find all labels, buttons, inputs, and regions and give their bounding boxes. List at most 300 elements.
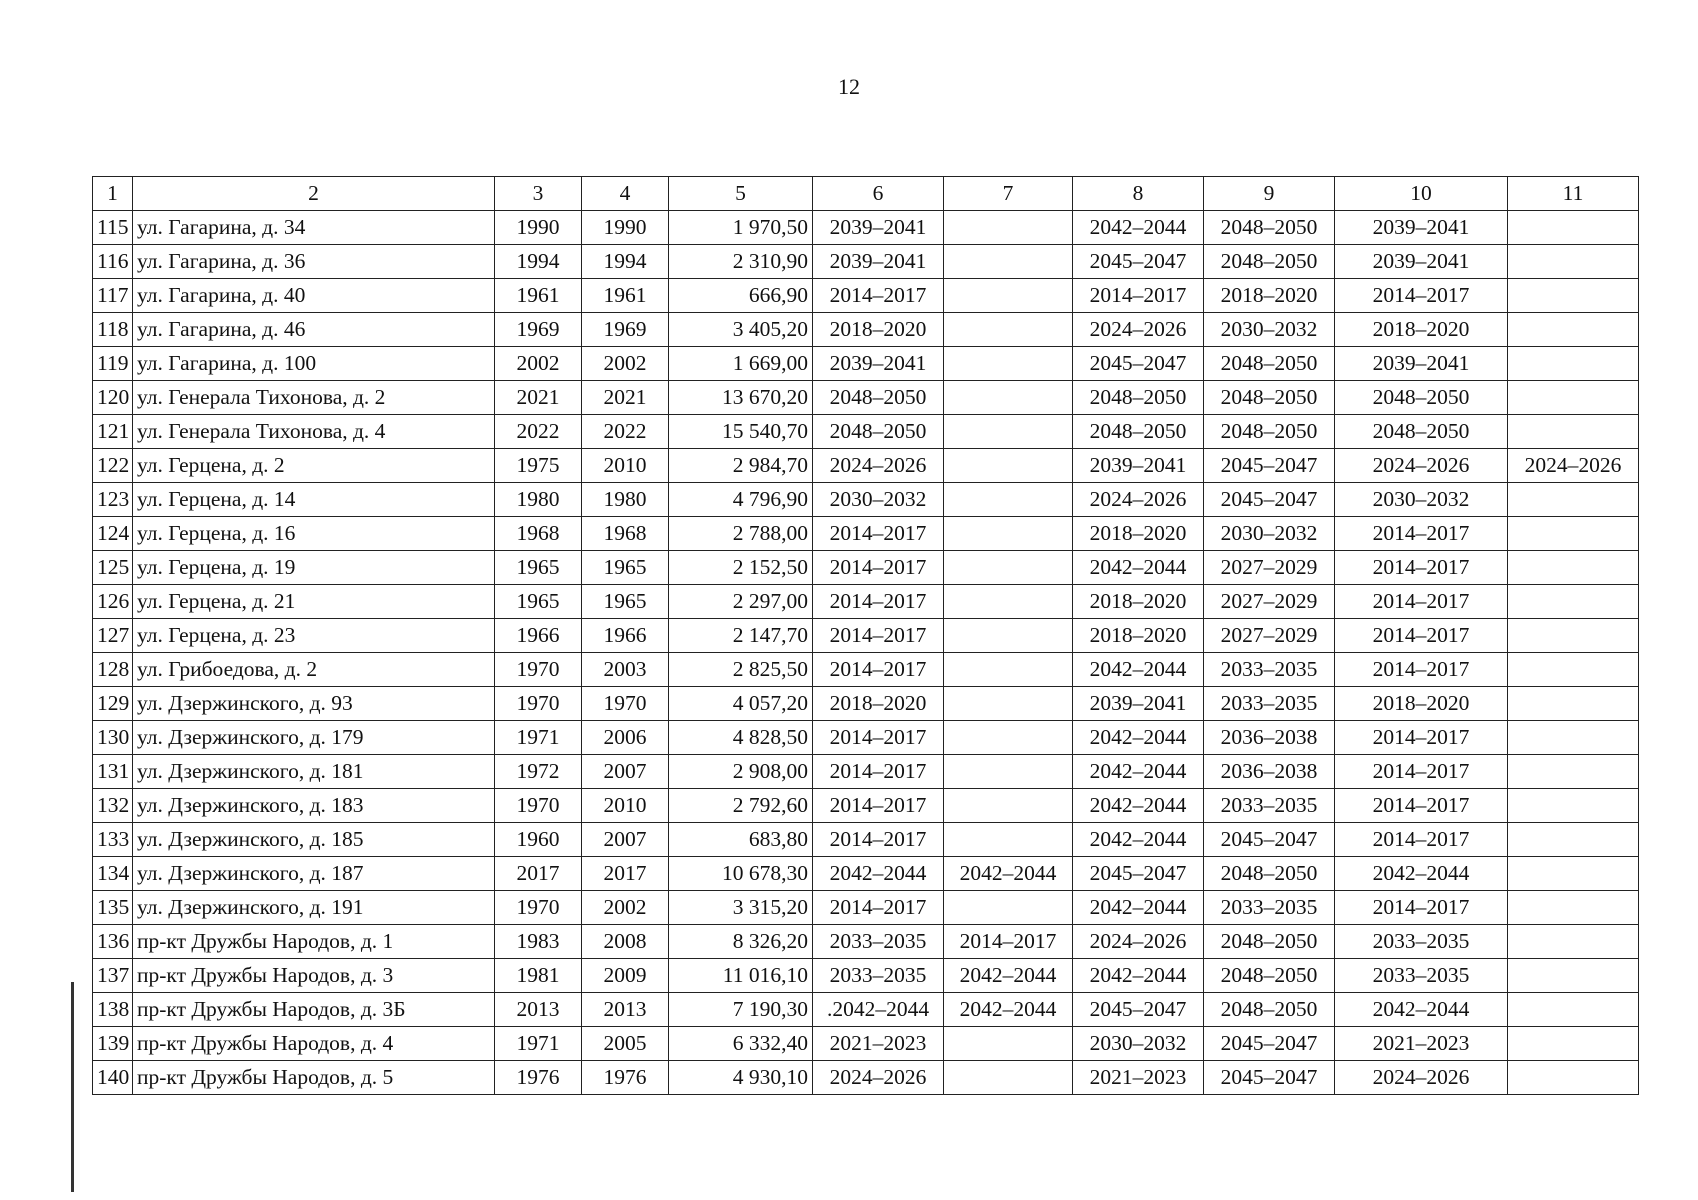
- period-cell: 2018–2020: [813, 687, 944, 721]
- column-header: 5: [669, 177, 813, 211]
- period-cell: 2045–2047: [1204, 483, 1335, 517]
- period-cell: [1508, 347, 1639, 381]
- period-cell: [944, 483, 1073, 517]
- column-header: 1: [93, 177, 133, 211]
- period-cell: 2042–2044: [944, 857, 1073, 891]
- year-built-cell: 1994: [495, 245, 582, 279]
- period-cell: 2048–2050: [1204, 993, 1335, 1027]
- address-cell: пр-кт Дружбы Народов, д. 5: [133, 1061, 495, 1095]
- period-cell: [944, 823, 1073, 857]
- year-cell: 2009: [582, 959, 669, 993]
- column-header: 6: [813, 177, 944, 211]
- period-cell: [944, 891, 1073, 925]
- period-cell: [944, 789, 1073, 823]
- header-row: [93, 177, 1639, 211]
- year-cell: 2013: [582, 993, 669, 1027]
- period-cell: [944, 687, 1073, 721]
- year-built-cell: 1971: [495, 721, 582, 755]
- table-row: [93, 653, 1639, 687]
- year-built-cell: 1965: [495, 585, 582, 619]
- period-cell: 2048–2050: [1335, 415, 1508, 449]
- area-cell: 3 405,20: [669, 313, 813, 347]
- year-cell: 1976: [582, 1061, 669, 1095]
- period-cell: 2024–2026: [813, 449, 944, 483]
- year-cell: 1961: [582, 279, 669, 313]
- row-number-cell: 130: [93, 721, 133, 755]
- period-cell: 2042–2044: [944, 993, 1073, 1027]
- table-row: [93, 381, 1639, 415]
- period-cell: 2033–2035: [1204, 789, 1335, 823]
- period-cell: [1508, 619, 1639, 653]
- table-row: [93, 585, 1639, 619]
- period-cell: 2039–2041: [1335, 245, 1508, 279]
- area-cell: 2 792,60: [669, 789, 813, 823]
- table-row: [93, 857, 1639, 891]
- year-cell: 1965: [582, 585, 669, 619]
- period-cell: [944, 211, 1073, 245]
- row-number-cell: 120: [93, 381, 133, 415]
- period-cell: 2048–2050: [1204, 925, 1335, 959]
- table-row: [93, 959, 1639, 993]
- period-cell: [944, 653, 1073, 687]
- period-cell: [944, 619, 1073, 653]
- period-cell: 2014–2017: [813, 721, 944, 755]
- period-cell: 2024–2026: [1508, 449, 1639, 483]
- year-cell: 1968: [582, 517, 669, 551]
- table-row: [93, 211, 1639, 245]
- period-cell: 2033–2035: [813, 925, 944, 959]
- period-cell: [1508, 517, 1639, 551]
- period-cell: 2039–2041: [1335, 347, 1508, 381]
- column-header: 8: [1073, 177, 1204, 211]
- year-cell: 2007: [582, 823, 669, 857]
- period-cell: 2033–2035: [1335, 925, 1508, 959]
- period-cell: 2048–2050: [1204, 415, 1335, 449]
- column-header: 7: [944, 177, 1073, 211]
- area-cell: 7 190,30: [669, 993, 813, 1027]
- year-cell: 1966: [582, 619, 669, 653]
- period-cell: 2048–2050: [813, 415, 944, 449]
- table-header: [93, 177, 1639, 211]
- year-built-cell: 1970: [495, 891, 582, 925]
- period-cell: 2039–2041: [813, 245, 944, 279]
- area-cell: 11 016,10: [669, 959, 813, 993]
- column-header: 10: [1335, 177, 1508, 211]
- period-cell: 2039–2041: [1073, 449, 1204, 483]
- year-cell: 2006: [582, 721, 669, 755]
- period-cell: 2048–2050: [1204, 245, 1335, 279]
- area-cell: 4 930,10: [669, 1061, 813, 1095]
- area-cell: 1 970,50: [669, 211, 813, 245]
- period-cell: 2021–2023: [1335, 1027, 1508, 1061]
- table-row: [93, 993, 1639, 1027]
- table-row: [93, 619, 1639, 653]
- year-built-cell: 2013: [495, 993, 582, 1027]
- row-number-cell: 123: [93, 483, 133, 517]
- year-built-cell: 1971: [495, 1027, 582, 1061]
- area-cell: 1 669,00: [669, 347, 813, 381]
- year-built-cell: 1983: [495, 925, 582, 959]
- year-built-cell: 1960: [495, 823, 582, 857]
- row-number-cell: 116: [93, 245, 133, 279]
- year-built-cell: 1990: [495, 211, 582, 245]
- period-cell: 2042–2044: [944, 959, 1073, 993]
- period-cell: [944, 585, 1073, 619]
- period-cell: 2027–2029: [1204, 619, 1335, 653]
- period-cell: 2014–2017: [813, 585, 944, 619]
- period-cell: 2014–2017: [1335, 551, 1508, 585]
- year-cell: 1990: [582, 211, 669, 245]
- table-row: [93, 721, 1639, 755]
- period-cell: [944, 517, 1073, 551]
- period-cell: [1508, 755, 1639, 789]
- row-number-cell: 127: [93, 619, 133, 653]
- area-cell: 4 057,20: [669, 687, 813, 721]
- area-cell: 6 332,40: [669, 1027, 813, 1061]
- period-cell: 2030–2032: [1204, 313, 1335, 347]
- row-number-cell: 136: [93, 925, 133, 959]
- period-cell: 2042–2044: [1335, 993, 1508, 1027]
- period-cell: 2042–2044: [1073, 653, 1204, 687]
- period-cell: 2042–2044: [813, 857, 944, 891]
- period-cell: 2048–2050: [1204, 347, 1335, 381]
- year-built-cell: 1961: [495, 279, 582, 313]
- year-cell: 2021: [582, 381, 669, 415]
- table-row: [93, 279, 1639, 313]
- period-cell: 2014–2017: [944, 925, 1073, 959]
- area-cell: 2 908,00: [669, 755, 813, 789]
- period-cell: 2014–2017: [1335, 755, 1508, 789]
- table-row: [93, 347, 1639, 381]
- row-number-cell: 132: [93, 789, 133, 823]
- period-cell: 2014–2017: [813, 823, 944, 857]
- period-cell: [1508, 721, 1639, 755]
- period-cell: 2014–2017: [1335, 721, 1508, 755]
- period-cell: [944, 1027, 1073, 1061]
- area-cell: 3 315,20: [669, 891, 813, 925]
- table-row: [93, 755, 1639, 789]
- period-cell: [944, 1061, 1073, 1095]
- area-cell: 13 670,20: [669, 381, 813, 415]
- table-row: [93, 789, 1639, 823]
- year-built-cell: 1970: [495, 653, 582, 687]
- period-cell: 2045–2047: [1204, 1061, 1335, 1095]
- period-cell: [1508, 211, 1639, 245]
- year-built-cell: 1969: [495, 313, 582, 347]
- column-header: 2: [133, 177, 495, 211]
- period-cell: [1508, 483, 1639, 517]
- year-built-cell: 2002: [495, 347, 582, 381]
- year-cell: 1994: [582, 245, 669, 279]
- address-cell: ул. Гагарина, д. 36: [133, 245, 495, 279]
- period-cell: [1508, 551, 1639, 585]
- address-cell: ул. Генерала Тихонова, д. 4: [133, 415, 495, 449]
- year-built-cell: 1981: [495, 959, 582, 993]
- period-cell: [1508, 381, 1639, 415]
- address-cell: ул. Гагарина, д. 40: [133, 279, 495, 313]
- period-cell: [944, 347, 1073, 381]
- period-cell: 2014–2017: [1335, 823, 1508, 857]
- area-cell: 683,80: [669, 823, 813, 857]
- year-cell: 2002: [582, 891, 669, 925]
- period-cell: 2024–2026: [1335, 1061, 1508, 1095]
- period-cell: [944, 415, 1073, 449]
- address-cell: ул. Герцена, д. 14: [133, 483, 495, 517]
- period-cell: 2030–2032: [1335, 483, 1508, 517]
- period-cell: 2014–2017: [813, 789, 944, 823]
- period-cell: .2042–2044: [813, 993, 944, 1027]
- year-cell: 2007: [582, 755, 669, 789]
- period-cell: 2048–2050: [1204, 381, 1335, 415]
- period-cell: 2014–2017: [1335, 789, 1508, 823]
- address-cell: ул. Гагарина, д. 46: [133, 313, 495, 347]
- address-cell: пр-кт Дружбы Народов, д. 3Б: [133, 993, 495, 1027]
- table-row: [93, 1027, 1639, 1061]
- row-number-cell: 134: [93, 857, 133, 891]
- period-cell: 2033–2035: [813, 959, 944, 993]
- table-row: [93, 823, 1639, 857]
- row-number-cell: 135: [93, 891, 133, 925]
- year-built-cell: 1976: [495, 1061, 582, 1095]
- period-cell: [1508, 245, 1639, 279]
- row-number-cell: 131: [93, 755, 133, 789]
- period-cell: 2014–2017: [1335, 585, 1508, 619]
- period-cell: 2014–2017: [813, 619, 944, 653]
- period-cell: [944, 449, 1073, 483]
- year-cell: 2003: [582, 653, 669, 687]
- year-cell: 2005: [582, 1027, 669, 1061]
- period-cell: 2045–2047: [1204, 449, 1335, 483]
- period-cell: [1508, 1027, 1639, 1061]
- period-cell: [944, 279, 1073, 313]
- period-cell: 2039–2041: [1073, 687, 1204, 721]
- period-cell: 2048–2050: [1204, 959, 1335, 993]
- period-cell: 2030–2032: [813, 483, 944, 517]
- period-cell: [1508, 993, 1639, 1027]
- table-row: [93, 1061, 1639, 1095]
- period-cell: [1508, 891, 1639, 925]
- address-cell: ул. Генерала Тихонова, д. 2: [133, 381, 495, 415]
- area-cell: 4 796,90: [669, 483, 813, 517]
- period-cell: 2018–2020: [1073, 585, 1204, 619]
- year-cell: 2017: [582, 857, 669, 891]
- column-header: 9: [1204, 177, 1335, 211]
- period-cell: [944, 551, 1073, 585]
- period-cell: 2045–2047: [1073, 347, 1204, 381]
- area-cell: 2 310,90: [669, 245, 813, 279]
- period-cell: 2036–2038: [1204, 721, 1335, 755]
- period-cell: [944, 313, 1073, 347]
- row-number-cell: 128: [93, 653, 133, 687]
- period-cell: [944, 755, 1073, 789]
- address-cell: ул. Герцена, д. 23: [133, 619, 495, 653]
- period-cell: 2024–2026: [1335, 449, 1508, 483]
- period-cell: 2042–2044: [1073, 211, 1204, 245]
- period-cell: [1508, 789, 1639, 823]
- period-cell: [1508, 585, 1639, 619]
- address-cell: ул. Гагарина, д. 34: [133, 211, 495, 245]
- year-built-cell: 1970: [495, 789, 582, 823]
- address-cell: ул. Дзержинского, д. 179: [133, 721, 495, 755]
- year-built-cell: 2022: [495, 415, 582, 449]
- address-cell: ул. Грибоедова, д. 2: [133, 653, 495, 687]
- area-cell: 2 984,70: [669, 449, 813, 483]
- table-row: [93, 517, 1639, 551]
- period-cell: 2014–2017: [813, 279, 944, 313]
- period-cell: 2042–2044: [1335, 857, 1508, 891]
- period-cell: 2024–2026: [1073, 313, 1204, 347]
- table-body: [93, 211, 1639, 1095]
- area-cell: 2 825,50: [669, 653, 813, 687]
- period-cell: 2042–2044: [1073, 755, 1204, 789]
- period-cell: [1508, 415, 1639, 449]
- area-cell: 666,90: [669, 279, 813, 313]
- period-cell: 2048–2050: [1204, 857, 1335, 891]
- table-row: [93, 313, 1639, 347]
- address-cell: ул. Герцена, д. 16: [133, 517, 495, 551]
- period-cell: 2018–2020: [813, 313, 944, 347]
- period-cell: 2030–2032: [1073, 1027, 1204, 1061]
- row-number-cell: 129: [93, 687, 133, 721]
- period-cell: 2048–2050: [1073, 381, 1204, 415]
- period-cell: 2014–2017: [813, 653, 944, 687]
- year-built-cell: 1966: [495, 619, 582, 653]
- table-row: [93, 449, 1639, 483]
- period-cell: 2042–2044: [1073, 959, 1204, 993]
- period-cell: 2014–2017: [1335, 653, 1508, 687]
- year-built-cell: 1980: [495, 483, 582, 517]
- row-number-cell: 124: [93, 517, 133, 551]
- period-cell: [944, 245, 1073, 279]
- period-cell: 2027–2029: [1204, 585, 1335, 619]
- row-number-cell: 117: [93, 279, 133, 313]
- period-cell: 2039–2041: [813, 211, 944, 245]
- column-header: 3: [495, 177, 582, 211]
- period-cell: 2018–2020: [1073, 619, 1204, 653]
- period-cell: [944, 381, 1073, 415]
- period-cell: 2039–2041: [813, 347, 944, 381]
- address-cell: ул. Дзержинского, д. 191: [133, 891, 495, 925]
- period-cell: 2024–2026: [1073, 925, 1204, 959]
- period-cell: 2024–2026: [813, 1061, 944, 1095]
- row-number-cell: 139: [93, 1027, 133, 1061]
- column-header: 11: [1508, 177, 1639, 211]
- year-built-cell: 1970: [495, 687, 582, 721]
- period-cell: 2039–2041: [1335, 211, 1508, 245]
- period-cell: [1508, 959, 1639, 993]
- period-cell: 2045–2047: [1073, 245, 1204, 279]
- year-built-cell: 1965: [495, 551, 582, 585]
- period-cell: [1508, 653, 1639, 687]
- year-built-cell: 1972: [495, 755, 582, 789]
- period-cell: 2014–2017: [1335, 619, 1508, 653]
- period-cell: 2014–2017: [1335, 891, 1508, 925]
- period-cell: 2048–2050: [1204, 211, 1335, 245]
- row-number-cell: 121: [93, 415, 133, 449]
- period-cell: 2036–2038: [1204, 755, 1335, 789]
- period-cell: 2033–2035: [1204, 653, 1335, 687]
- address-cell: ул. Герцена, д. 21: [133, 585, 495, 619]
- period-cell: 2042–2044: [1073, 789, 1204, 823]
- address-cell: пр-кт Дружбы Народов, д. 4: [133, 1027, 495, 1061]
- table-row: [93, 245, 1639, 279]
- address-cell: ул. Гагарина, д. 100: [133, 347, 495, 381]
- period-cell: 2014–2017: [813, 551, 944, 585]
- address-cell: пр-кт Дружбы Народов, д. 1: [133, 925, 495, 959]
- period-cell: [1508, 823, 1639, 857]
- table-row: [93, 687, 1639, 721]
- row-number-cell: 118: [93, 313, 133, 347]
- data-table: [92, 176, 1639, 1095]
- address-cell: ул. Дзержинского, д. 187: [133, 857, 495, 891]
- address-cell: пр-кт Дружбы Народов, д. 3: [133, 959, 495, 993]
- row-number-cell: 122: [93, 449, 133, 483]
- year-cell: 2002: [582, 347, 669, 381]
- table-row: [93, 891, 1639, 925]
- table-row: [93, 925, 1639, 959]
- period-cell: 2014–2017: [813, 755, 944, 789]
- year-cell: 1980: [582, 483, 669, 517]
- period-cell: 2021–2023: [813, 1027, 944, 1061]
- year-cell: 1969: [582, 313, 669, 347]
- period-cell: [1508, 925, 1639, 959]
- registration-stamp: [8, 982, 74, 1192]
- period-cell: [1508, 857, 1639, 891]
- row-number-cell: 119: [93, 347, 133, 381]
- period-cell: [1508, 687, 1639, 721]
- area-cell: 10 678,30: [669, 857, 813, 891]
- address-cell: ул. Дзержинского, д. 93: [133, 687, 495, 721]
- address-cell: ул. Герцена, д. 19: [133, 551, 495, 585]
- period-cell: 2045–2047: [1204, 823, 1335, 857]
- period-cell: 2014–2017: [1335, 279, 1508, 313]
- page-number: 12: [838, 74, 860, 99]
- address-cell: ул. Дзержинского, д. 185: [133, 823, 495, 857]
- row-number-cell: 140: [93, 1061, 133, 1095]
- row-number-cell: 115: [93, 211, 133, 245]
- year-cell: 2010: [582, 449, 669, 483]
- row-number-cell: 126: [93, 585, 133, 619]
- period-cell: [1508, 279, 1639, 313]
- area-cell: 2 152,50: [669, 551, 813, 585]
- year-built-cell: 1968: [495, 517, 582, 551]
- period-cell: 2048–2050: [1073, 415, 1204, 449]
- row-number-cell: 125: [93, 551, 133, 585]
- period-cell: 2018–2020: [1335, 687, 1508, 721]
- period-cell: 2014–2017: [813, 891, 944, 925]
- row-number-cell: 138: [93, 993, 133, 1027]
- year-built-cell: 1975: [495, 449, 582, 483]
- period-cell: 2014–2017: [1073, 279, 1204, 313]
- period-cell: 2048–2050: [1335, 381, 1508, 415]
- table-row: [93, 483, 1639, 517]
- period-cell: 2042–2044: [1073, 823, 1204, 857]
- address-cell: ул. Герцена, д. 2: [133, 449, 495, 483]
- year-built-cell: 2021: [495, 381, 582, 415]
- address-cell: ул. Дзержинского, д. 183: [133, 789, 495, 823]
- column-header: 4: [582, 177, 669, 211]
- period-cell: 2018–2020: [1073, 517, 1204, 551]
- area-cell: 2 147,70: [669, 619, 813, 653]
- area-cell: 15 540,70: [669, 415, 813, 449]
- period-cell: 2048–2050: [813, 381, 944, 415]
- year-cell: 1970: [582, 687, 669, 721]
- table-row: [93, 415, 1639, 449]
- table-row: [93, 551, 1639, 585]
- period-cell: [944, 721, 1073, 755]
- row-number-cell: 133: [93, 823, 133, 857]
- period-cell: 2042–2044: [1073, 891, 1204, 925]
